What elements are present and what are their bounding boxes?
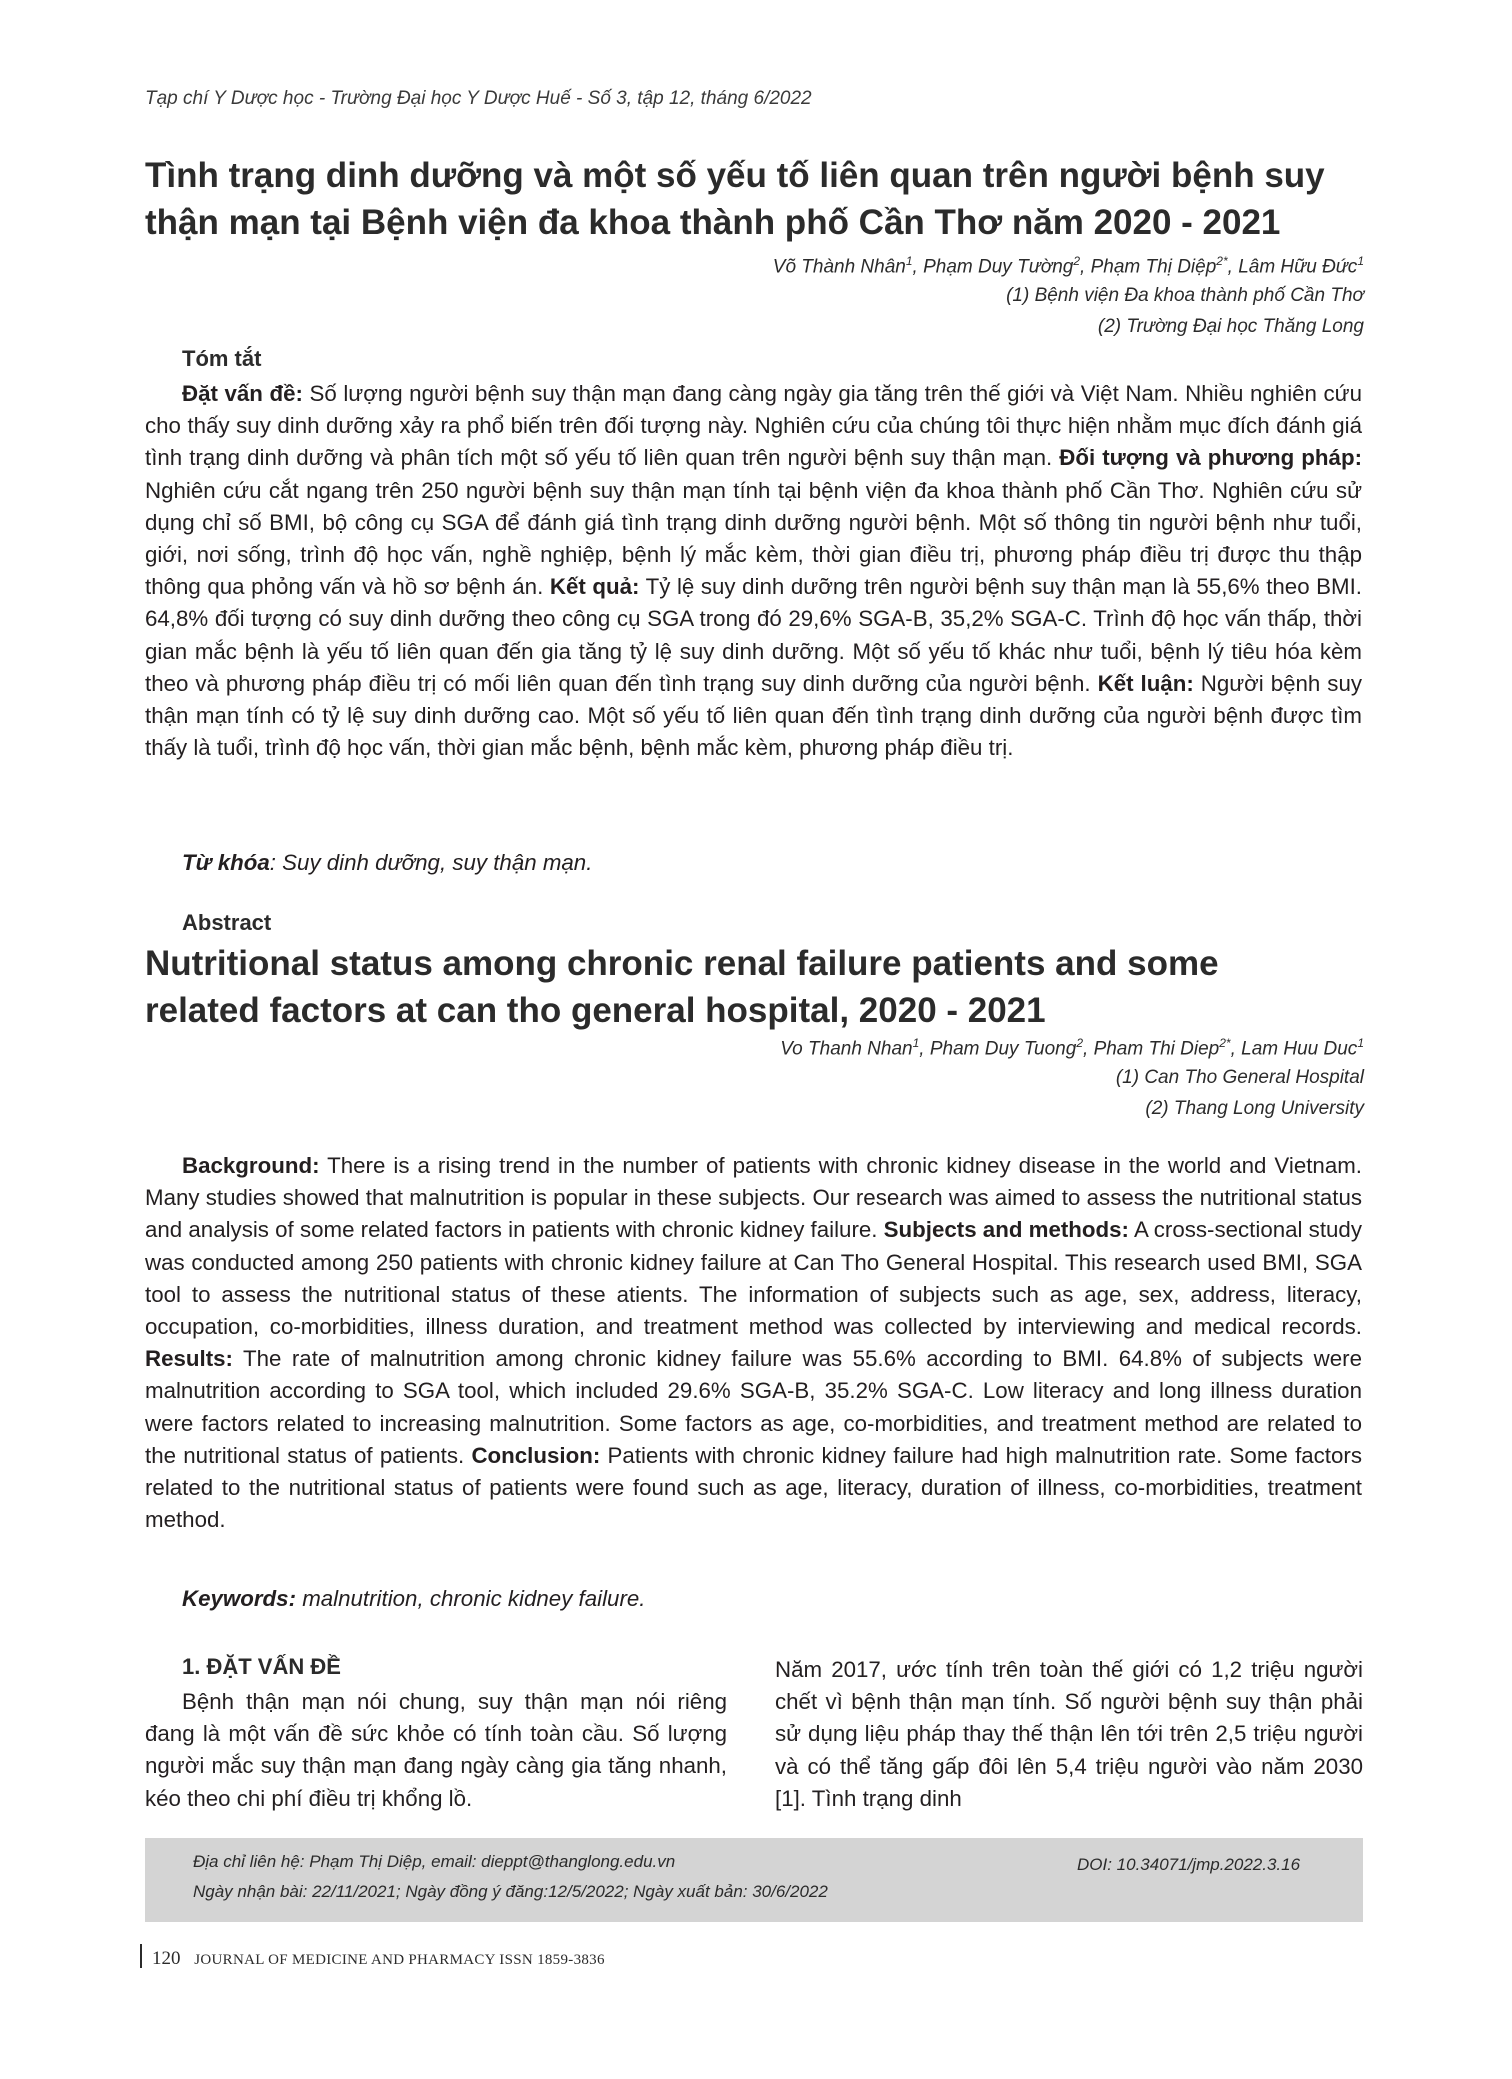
author-name: Lam Huu Duc [1241,1038,1358,1060]
author-affil-mark: 1 [905,254,913,268]
summary-paragraph-vi [145,378,1362,764]
body-left-column: Bệnh thận mạn nói chung, suy thận mạn nói riêng đang là một vấn đề sức khỏe có tính toàn cầu. Số lượng người mắc suy thận mạn đang ngày càng gia tăng nhanh, kéo theo chi phí điều trị khổng lồ. [145,1689,727,1811]
label-results-en: Results: [145,1346,233,1372]
label-conclusion-en: Conclusion: [471,1442,601,1468]
author-name: Pham Duy Tuong [929,1038,1077,1060]
section-heading: 1. ĐẶT VẤN ĐỀ [182,1654,341,1679]
page-number: 120 [152,1948,181,1969]
abstract-paragraph-en [145,1150,1362,1536]
page-footer [152,1948,605,1970]
affiliation-2-vi: (2) Trường Đại học Thăng Long [1097,316,1364,337]
label-conclusion-vi: Kết luận: [1097,670,1194,696]
affiliation-1-vi: (1) Bệnh viện Đa khoa thành phố Cần Thơ [1006,285,1364,306]
article-title-vi [145,152,1370,246]
author-name: Vo Thanh Nhan [780,1038,913,1060]
dates-line: Ngày nhận bài: 22/11/2021; Ngày đồng ý đăng:12/5/2022; Ngày xuất bản: 30/6/2022 [193,1882,828,1901]
text-conclusion-vi: Người bệnh suy thận mạn tính có tỷ lệ suy dinh dưỡng cao. Một số yếu tố liên quan đến tình trạng dinh dưỡng của người bệnh được tìm thấy là tuổi, trình độ học vấn, thời gian mắc bệnh, bệnh mắc kèm, phương pháp điều trị. [145,670,1362,761]
keywords-en [182,1586,645,1612]
affiliation-1-en: (1) Can Tho General Hospital [1115,1067,1364,1088]
correspondence-box [145,1838,1363,1922]
author-name: Phạm Duy Tường [923,256,1074,278]
author-name: Võ Thành Nhân [772,256,906,278]
title-en-line2: related factors at can tho general hospital, 2020 - 2021 [145,991,1046,1030]
title-vi-line2: thận mạn tại Bệnh viện đa khoa thành phố Cần Thơ năm 2020 - 2021 [145,203,1281,242]
contact-line: Địa chỉ liên hệ: Phạm Thị Diệp, email: dieppt@thanglong.edu.vn [193,1852,676,1871]
label-background-vi: Đặt vấn đề: [182,381,303,406]
author-affil-mark: 2 [1073,254,1081,268]
text-results-en: The rate of malnutrition among chronic kidney failure was 55.6% according to BMI. 64.8% of subjects were malnutrition according to SGA tool, which included 29.6% SGA-B, 35.2% SGA-C. Low literacy and long illness duration were factors related to increasing malnutrition. Some factors as age, co-morbidities, and treatment method are related to the nutritional status of patients. [145,1346,1362,1468]
author-list-en: Vo Thanh Nhan$^1$, Pham Duy Tuong$^2$, Pham Thi Diep$^{2*}$, Lam Huu Duc$^1$ [780,1036,1364,1060]
summary-heading: Tóm tắt [182,346,262,371]
author-name: Lâm Hữu Đức [1238,256,1358,278]
text-methods-en: A cross-sectional study was conducted among 250 patients with chronic kidney failure at Can Tho General Hospital. This research used BMI, SGA tool to assess the nutritional status of these atients. The information of subjects such as age, sex, address, literacy, occupation, co-morbidities, illness duration, and treatment method was collected by interviewing and medical records. [145,1217,1362,1340]
keywords-text-vi: : Suy dinh dưỡng, suy thận mạn. [269,850,593,875]
author-affil-mark: 2* [1216,254,1228,268]
author-affil-mark: 2* [1219,1036,1231,1050]
keywords-label-en: Keywords: [182,1586,296,1611]
doi-line: DOI: 10.34071/jmp.2022.3.16 [1077,1855,1301,1874]
keywords-text-en: malnutrition, chronic kidney failure. [296,1586,646,1611]
journal-name: JOURNAL OF MEDICINE AND PHARMACY ISSN 1859-3836 [194,1952,605,1968]
author-list-vi: Võ Thành Nhân$^1$, Phạm Duy Tường$^2$, Phạm Thị Diệp$^{2*}$, Lâm Hữu Đức$^1$ [772,254,1364,278]
keywords-vi [182,850,592,876]
author-affil-mark: 1 [912,1036,920,1050]
author-name: Phạm Thị Diệp [1090,256,1217,278]
page-number-rule [140,1944,142,1968]
text-background-vi: Số lượng người bệnh suy thận mạn đang càng ngày gia tăng trên thế giới và Việt Nam. Nhiều nghiên cứu cho thấy suy dinh dưỡng xảy ra phổ biến trên đối tượng này. Nghiên cứu của chúng tôi thực hiện nhằm mục đích đánh giá tình trạng dinh dưỡng và phân tích một số yếu tố liên quan trên người bệnh suy thận mạn. [145,381,1362,471]
running-header: Tạp chí Y Dược học - Trường Đại học Y Dược Huế - Số 3, tập 12, tháng 6/2022 [145,88,812,109]
body-right-column: Năm 2017, ước tính trên toàn thế giới có 1,2 triệu người chết vì bệnh thận mạn tính. Số người bệnh suy thận phải sử dụng liệu pháp thay thế thận lên tới trên 2,5 triệu người và có thể tăng gấp đôi lên 5,4 triệu người vào năm 2030 [1]. Tình trạng dinh [775,1657,1363,1811]
affiliation-2-en: (2) Thang Long University [1145,1098,1364,1119]
text-results-vi: Tỷ lệ suy dinh dưỡng trên người bệnh suy thận mạn là 55,6% theo BMI. 64,8% đối tượng có suy dinh dưỡng theo công cụ SGA trong đó 29,6% SGA-B, 35,2% SGA-C. Trình độ học vấn thấp, thời gian mắc bệnh là yếu tố liên quan đến gia tăng tỷ lệ suy dinh dưỡng. Một số yếu tố khác như tuổi, bệnh lý tiêu hóa kèm theo và phương pháp điều trị có mối liên quan đến tình trạng suy dinh dưỡng của người bệnh. [145,574,1362,696]
text-methods-vi: Nghiên cứu cắt ngang trên 250 người bệnh suy thận mạn tính tại bệnh viện đa khoa thành phố Cần Thơ. Nghiên cứu sử dụng chỉ số BMI, bộ công cụ SGA để đánh giá tình trạng dinh dưỡng người bệnh. Một số thông tin người bệnh như tuổi, giới, nơi sống, trình độ học vấn, nghề nghiệp, bệnh lý mắc kèm, thời gian điều trị, phương pháp điều trị được thu thập thông qua phỏng vấn và hồ sơ bệnh án. [145,477,1362,600]
text-background-en: There is a rising trend in the number of patients with chronic kidney disease in the world and Vietnam. Many studies showed that malnutrition is popular in these subjects. Our research was aimed to assess the nutritional status and analysis of some related factors in patients with chronic kidney failure. [145,1153,1362,1243]
abstract-heading: Abstract [182,910,272,935]
author-affil-mark: 2 [1076,1036,1083,1050]
author-affil-mark: 1 [1357,1036,1364,1050]
label-methods-en: Subjects and methods: [883,1217,1129,1243]
text-conclusion-en: Patients with chronic kidney failure had high malnutrition rate. Some factors related to the nutritional status of patients were found such as age, literacy, duration of illness, co-morbidities, treatment method. [145,1442,1362,1533]
label-background-en: Background: [182,1153,320,1178]
article-title-en [145,940,1370,1034]
author-name: Pham Thi Diep [1093,1038,1220,1060]
label-results-vi: Kết quả: [549,574,640,600]
keywords-label-vi: Từ khóa [182,850,270,875]
title-vi-line1: Tình trạng dinh dưỡng và một số yếu tố liên quan trên người bệnh suy [145,156,1325,195]
author-affil-mark: 1 [1357,254,1364,268]
label-methods-vi: Đối tượng và phương pháp: [1059,445,1362,471]
title-en-line1: Nutritional status among chronic renal failure patients and some [145,944,1219,983]
